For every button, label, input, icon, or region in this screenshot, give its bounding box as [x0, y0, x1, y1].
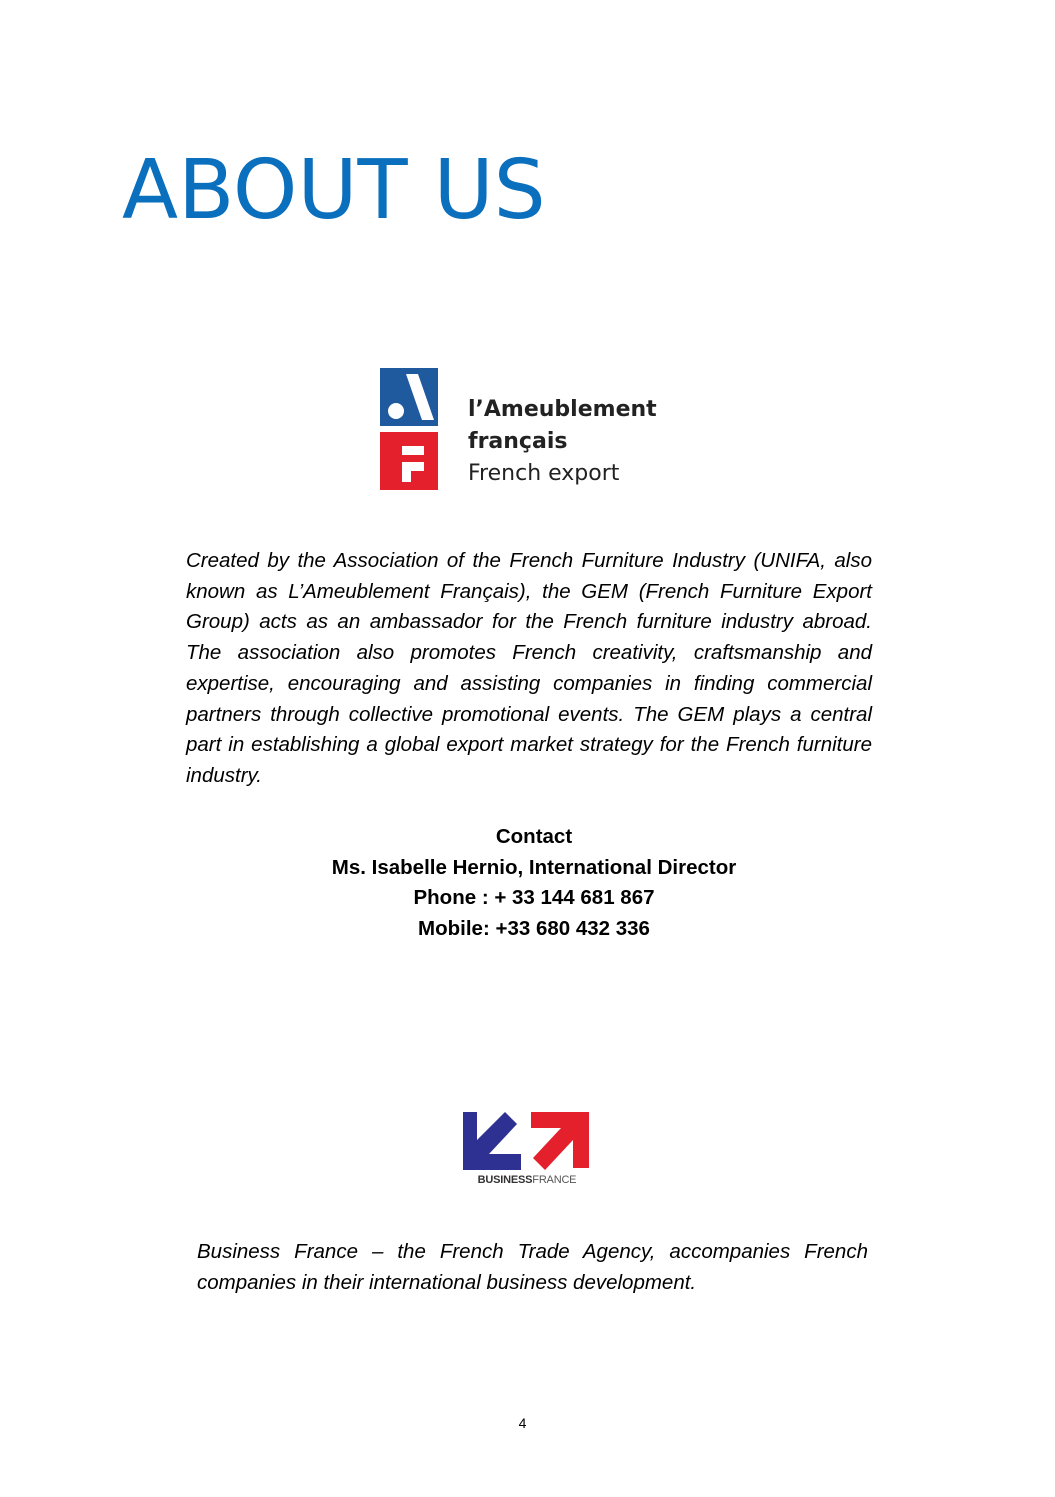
bf-wordmark-france: FRANCE [532, 1174, 577, 1186]
contact-name: Ms. Isabelle Hernio, International Director [331, 855, 737, 879]
ameublement-francais-logo [380, 368, 700, 492]
contact-block [234, 822, 834, 945]
business-france-wordmark [459, 1174, 595, 1186]
bf-wordmark-business: BUSINESS [477, 1174, 533, 1186]
af-logo-line2: français [468, 429, 568, 454]
af-logo-f-mark [380, 432, 438, 490]
business-france-paragraph: Business France – the French Trade Agency, accompanies French companies in their international business development. [197, 1240, 868, 1294]
about-paragraph: Created by the Association of the French Furniture Industry (UNIFA, also known as L’Ameublement Français), the GEM (French Furniture Export Group) acts as an ambassador for the French furniture industry abroad. The association also promotes French creativity, craftsmanship and expertise, encouraging and assisting companies in finding commercial partners through collective promotional events. The GEM plays a central part in establishing a global export market strategy for the French furniture industry. [186, 549, 872, 787]
contact-mobile: Mobile: +33 680 432 336 [418, 917, 650, 941]
page-title: ABOUT US [122, 143, 546, 238]
af-logo-a-mark [380, 368, 438, 426]
business-france-arrows-icon [459, 1110, 595, 1174]
af-logo-text [468, 394, 657, 490]
contact-heading: Contact [495, 825, 573, 848]
business-france-logo [459, 1110, 595, 1190]
contact-phone: Phone : + 33 144 681 867 [413, 886, 655, 910]
page-number: 4 [518, 1415, 527, 1431]
af-logo-line1: l’Ameublement [468, 397, 657, 422]
af-logo-line3: French export [468, 461, 620, 486]
